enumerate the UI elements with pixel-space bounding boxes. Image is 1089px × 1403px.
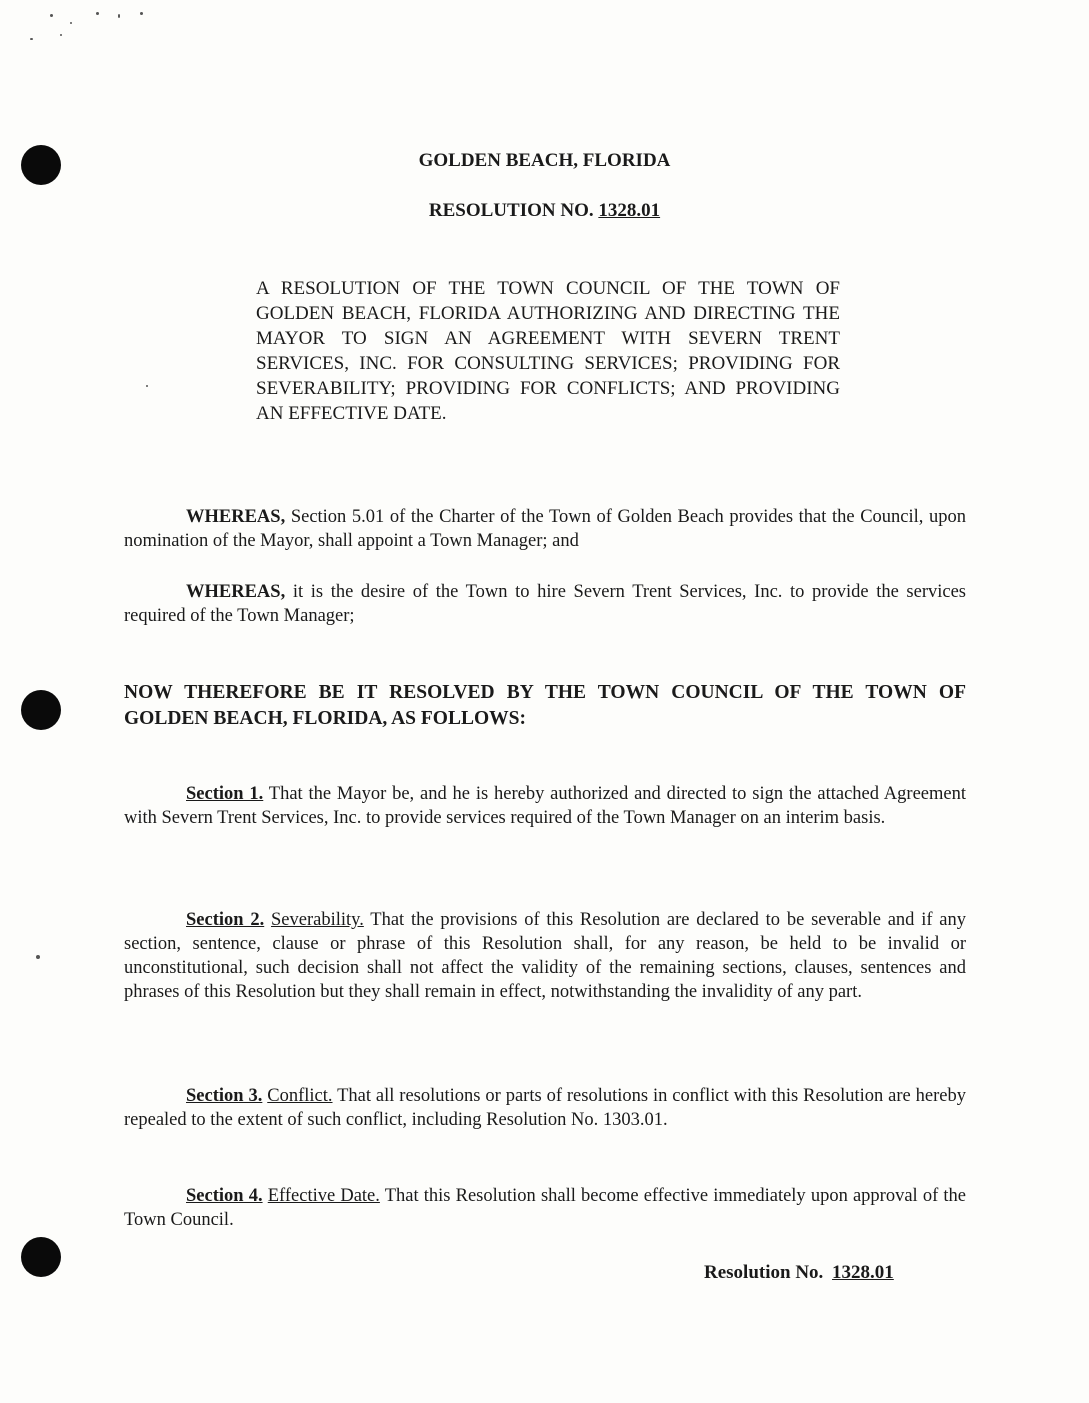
whereas-text: Section 5.01 of the Charter of the Town of Golden Beach provides that the Council, upon nomination of the Mayor, shall appoint a Town Manager; and: [124, 507, 966, 551]
whereas-label: WHEREAS,: [186, 507, 286, 527]
section-text: That the provisions of this Resolution are declared to be severable and if any section, sentence, clause or phrase of this Resolution shall, for any reason, be held to be invalid or unconstitutional, such decision shall not affect the validity of the remaining sections, clauses, sentences and phrases of this Resolution but they shall remain in effect, notwithstanding the invalidity of any part.: [124, 910, 966, 1002]
punch-hole-middle: [21, 690, 61, 730]
resolved-heading: NOW THEREFORE BE IT RESOLVED BY THE TOWN COUNCIL OF THE TOWN OF GOLDEN BEACH, FLORIDA, AS FOLLOWS:: [124, 682, 966, 729]
footer-resolution: [704, 1262, 922, 1284]
section-title: Severability.: [271, 910, 364, 930]
footer-resolution-label: Resolution No.: [704, 1262, 824, 1283]
section-text: That the Mayor be, and he is hereby authorized and directed to sign the attached Agreement with Severn Trent Services, Inc. to provide services required of the Town Manager on an interim basis.: [124, 784, 966, 828]
section-title: Conflict.: [267, 1086, 333, 1106]
section-2: [124, 908, 966, 1004]
resolution-label: RESOLUTION NO.: [428, 200, 594, 221]
section-title: Effective Date.: [267, 1186, 380, 1206]
punch-hole-bottom: [21, 1237, 61, 1277]
whereas-label: WHEREAS,: [186, 582, 286, 602]
section-label: Section 3.: [186, 1086, 263, 1106]
scan-speckle: [70, 22, 72, 24]
resolution-abstract: A RESOLUTION OF THE TOWN COUNCIL OF THE TOWN OF GOLDEN BEACH, FLORIDA AUTHORIZING AND DIRECTING THE MAYOR TO SIGN AN AGREEMENT WITH SEVERN TRENT SERVICES, INC. FOR CONSULTING SERVICES; PROVIDING FOR SEVERABILITY; PROVIDING FOR CONFLICTS; AND PROVIDING AN EFFECTIVE DATE.: [256, 278, 840, 424]
scan-speckle: [50, 14, 53, 17]
scan-speckle: [118, 14, 120, 18]
whereas-clause-1: [124, 505, 966, 553]
resolution-title: [0, 200, 1089, 222]
resolution-number: 1328.01: [598, 200, 661, 221]
scan-speckle: [60, 34, 62, 36]
scan-speckle: [30, 38, 33, 40]
section-text: That all resolutions or parts of resolutions in conflict with this Resolution are hereby repealed to the extent of such conflict, including Resolution No. 1303.01.: [124, 1086, 967, 1130]
section-label: Section 1.: [186, 784, 264, 804]
town-name: GOLDEN BEACH, FLORIDA: [418, 150, 671, 171]
section-1: [124, 782, 966, 830]
footer-resolution-number: 1328.01: [832, 1262, 894, 1283]
scan-speckle: [140, 12, 143, 15]
whereas-clause-2: [124, 580, 966, 628]
section-label: Section 4.: [186, 1186, 263, 1206]
scan-speckle: [96, 12, 99, 15]
section-text: That this Resolution shall become effective immediately upon approval of the Town Council.: [124, 1186, 966, 1230]
whereas-text: it is the desire of the Town to hire Severn Trent Services, Inc. to provide the services required of the Town Manager;: [124, 582, 966, 626]
town-title: [0, 150, 1089, 172]
section-4: [124, 1184, 966, 1232]
scan-speckle: [36, 955, 40, 959]
section-3: [124, 1084, 966, 1132]
scan-speckle: [146, 385, 148, 387]
section-label: Section 2.: [186, 910, 265, 930]
